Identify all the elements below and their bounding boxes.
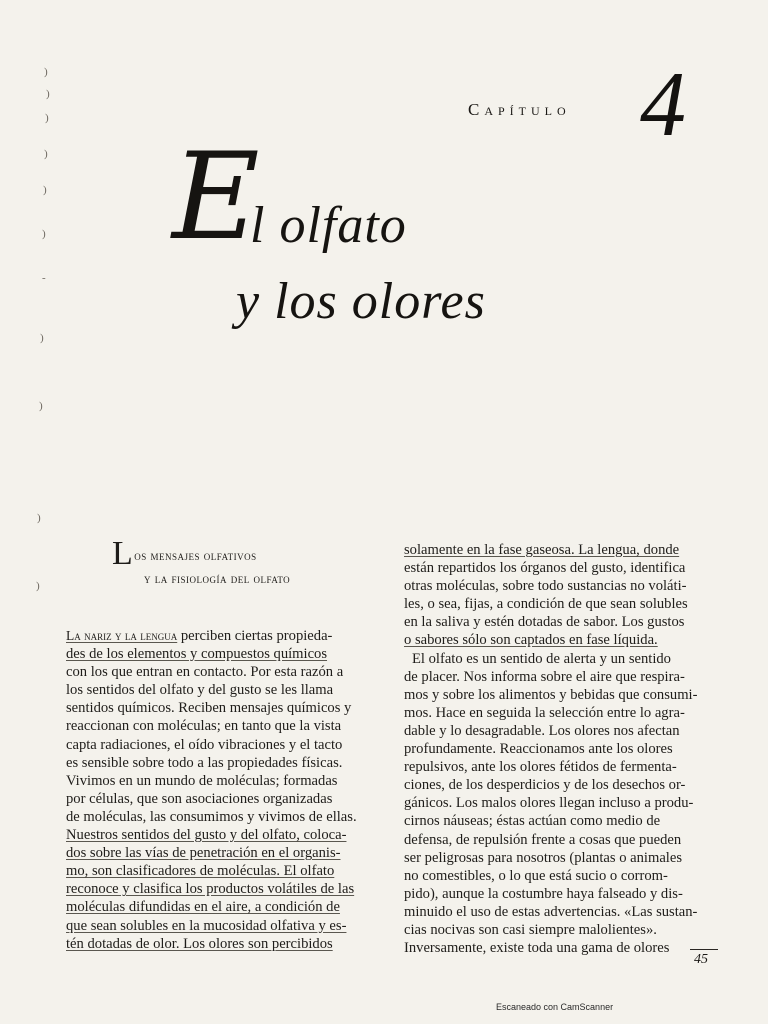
text-line: capta radiaciones, el oído vibraciones y el tacto bbox=[66, 736, 343, 753]
text-line: defensa, de repulsión frente a cosas que pueden bbox=[404, 831, 682, 848]
text-line: que sean solubles en la mucosidad olfativa y es- bbox=[66, 917, 347, 934]
lead-small-caps: La nariz y la lengua bbox=[66, 628, 178, 643]
section-heading-line-2: y la fisiología del olfato bbox=[144, 571, 291, 586]
text-line: están repartidos los órganos del gusto, identifica bbox=[404, 560, 686, 577]
title-initial: E bbox=[172, 128, 260, 267]
text-line: des de los elementos y compuestos químicos bbox=[66, 646, 328, 663]
text-line: reconoce y clasifica los productos volátiles de las bbox=[66, 881, 355, 898]
text-line: es sensible sobre todo a las propiedades físicas. bbox=[66, 754, 343, 771]
text-line: Vivimos en un mundo de moléculas; formadas bbox=[66, 772, 338, 789]
text-line: cirnos náuseas; éstas actúan como medio de bbox=[404, 813, 661, 830]
text-line: de moléculas, las consumimos y vivimos de ellas. bbox=[66, 808, 357, 825]
text-line: mo, son clasificadores de moléculas. El olfato bbox=[66, 863, 335, 880]
margin-bleed-marks bbox=[30, 60, 54, 620]
text-line: pido), aunque la costumbre haya falseado y dis- bbox=[404, 885, 683, 902]
text-line: mos y sobre los alimentos y bebidas que consumi- bbox=[404, 686, 698, 703]
chapter-title-line-1: l olfato bbox=[250, 197, 407, 254]
text-line: repulsivos, ante los olores fétidos de fermenta- bbox=[404, 759, 677, 776]
text-line: de placer. Nos informa sobre el aire que respira- bbox=[404, 668, 685, 685]
text-line: Inversamente, existe toda una gama de olores bbox=[404, 940, 670, 957]
text-line: en la saliva y estén dotadas de sabor. Los gustos bbox=[404, 614, 685, 631]
page-number: 45 bbox=[694, 952, 708, 967]
text-line: ciones, de los desperdicios y de los desechos or- bbox=[404, 777, 686, 794]
section-dropcap: L bbox=[112, 535, 134, 572]
chapter-number: 4 bbox=[640, 53, 686, 155]
margin-mark: ) bbox=[39, 400, 43, 412]
text-line: dos sobre las vías de penetración en el organis- bbox=[66, 845, 341, 862]
text-line: mos. Hace en seguida la selección entre lo agra- bbox=[404, 704, 685, 721]
left-text-column bbox=[66, 627, 382, 953]
text-line: Nuestros sentidos del gusto y del olfato, coloca- bbox=[66, 827, 347, 844]
margin-mark: ) bbox=[44, 66, 48, 78]
scanner-watermark: Escaneado con CamScanner bbox=[496, 1002, 614, 1012]
margin-mark: ) bbox=[44, 148, 48, 160]
margin-mark: ) bbox=[37, 512, 41, 524]
right-text-column bbox=[404, 541, 720, 957]
text-line: solamente en la fase gaseosa. La lengua, donde bbox=[404, 542, 680, 558]
text-line: tén dotadas de olor. Los olores son percibidos bbox=[66, 935, 333, 952]
text-line: por células, que son asociaciones organizadas bbox=[66, 790, 333, 807]
text-line: otras moléculas, sobre todo sustancias no voláti- bbox=[404, 578, 687, 595]
text-line: moléculas difundidas en el aire, a condición de bbox=[66, 899, 340, 916]
margin-mark: ) bbox=[43, 184, 47, 196]
margin-mark: ) bbox=[46, 88, 50, 100]
section-heading bbox=[112, 537, 372, 589]
text-line: ser peligrosas para nosotros (plantas o animales bbox=[404, 849, 683, 866]
chapter-label: Capítulo bbox=[468, 100, 571, 119]
text-line-part: perciben ciertas propieda- bbox=[177, 628, 333, 644]
text-line: minuido el uso de estas advertencias. «Las sustan- bbox=[404, 903, 698, 920]
text-line: reaccionan con moléculas; en tanto que la vista bbox=[66, 718, 342, 735]
margin-mark: ) bbox=[40, 332, 44, 344]
text-line: cias nocivas son casi siempre malolientes». bbox=[404, 921, 657, 938]
text-line: con los que entran en contacto. Por esta razón a bbox=[66, 664, 344, 681]
margin-mark: ) bbox=[36, 580, 40, 592]
text-line: no comestibles, o lo que está sucio o corrom- bbox=[404, 867, 668, 884]
text-line: El olfato es un sentido de alerta y un sentido bbox=[412, 650, 671, 667]
margin-mark: ) bbox=[45, 112, 49, 124]
chapter-title-line-2: y los olores bbox=[236, 273, 486, 330]
margin-mark: - bbox=[42, 272, 46, 284]
margin-mark: ) bbox=[42, 228, 46, 240]
text-line: profundamente. Reaccionamos ante los olores bbox=[404, 741, 673, 758]
text-line: dable y lo desagradable. Los olores nos afectan bbox=[404, 722, 680, 739]
text-line: o sabores sólo son captados en fase líquida. bbox=[404, 632, 658, 649]
text-line bbox=[66, 627, 382, 645]
section-heading-line-1: os mensajes olfativos bbox=[134, 548, 257, 563]
text-line: los sentidos del olfato y del gusto se les llama bbox=[66, 682, 334, 699]
text-line: sentidos químicos. Reciben mensajes químicos y bbox=[66, 700, 352, 717]
text-line: gánicos. Los malos olores llegan incluso a produ- bbox=[404, 795, 694, 812]
folio-rule bbox=[690, 949, 718, 950]
text-line: les, o sea, fijas, a condición de que sean solubles bbox=[404, 596, 688, 613]
